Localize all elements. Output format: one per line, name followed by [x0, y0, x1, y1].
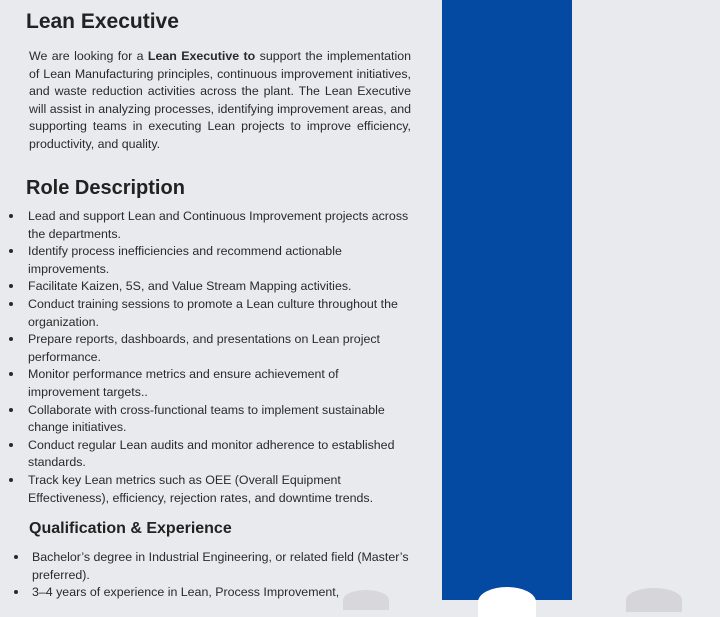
- job-intro-paragraph: [29, 48, 411, 154]
- list-item: [9, 331, 409, 366]
- bullet-icon: [9, 284, 13, 288]
- list-item: [9, 472, 409, 507]
- list-item: [9, 437, 409, 472]
- list-item-text: Track key Lean metrics such as OEE (Overall Equipment Effectiveness), efficiency, rejection rates, and downtime trends.: [28, 472, 374, 505]
- list-item-text: Facilitate Kaizen, 5S, and Value Stream Mapping activities.: [28, 279, 352, 294]
- qualification-list: [14, 549, 414, 602]
- bullet-icon: [9, 408, 13, 412]
- list-item: [9, 278, 409, 296]
- bullet-icon: [9, 302, 13, 306]
- job-title: Lean Executive: [26, 10, 179, 33]
- list-item: [9, 366, 409, 401]
- list-item-text: Identify process inefficiencies and recommend actionable improvements.: [28, 244, 342, 276]
- list-item-text: Lead and support Lean and Continuous Improvement projects across the departments.: [28, 209, 409, 241]
- bullet-icon: [9, 478, 13, 482]
- intro-text-start: We are looking for a: [29, 49, 148, 63]
- list-item-text: 3–4 years of experience in Lean, Process Improvement,: [32, 585, 340, 600]
- list-item-text: Conduct training sessions to promote a Lean culture throughout the organization.: [28, 296, 398, 329]
- list-item-text: Conduct regular Lean audits and monitor adherence to established standards.: [28, 437, 395, 470]
- bullet-icon: [14, 590, 18, 594]
- bullet-icon: [9, 372, 13, 376]
- bullet-icon: [9, 337, 13, 341]
- intro-text-rest: support the implementation of Lean Manufacturing principles, continuous improvement initiatives, and waste reduction activities across the plant. The Lean Executive will assist in analyzing processes, identifying improvement areas, and supporting teams in executing Lean projects to improve efficiency, productivity, and quality.: [29, 49, 412, 151]
- intro-text-bold: Lean Executive to: [147, 49, 256, 63]
- list-item: [14, 584, 414, 602]
- list-item: [9, 402, 409, 437]
- blue-accent-bar: [442, 0, 572, 600]
- list-item-text: Prepare reports, dashboards, and presentations on Lean project performance.: [28, 332, 380, 364]
- bullet-icon: [14, 555, 18, 559]
- qualification-heading: Qualification & Experience: [29, 520, 232, 537]
- list-item: [9, 208, 409, 243]
- bullet-icon: [9, 249, 13, 253]
- role-description-heading: Role Description: [26, 177, 185, 199]
- decorative-shape: [626, 588, 682, 612]
- decorative-shape: [478, 587, 536, 617]
- bullet-icon: [9, 214, 13, 218]
- list-item-text: Bachelor’s degree in Industrial Engineering, or related field (Master’s preferred).: [32, 550, 409, 582]
- list-item-text: Collaborate with cross-functional teams to implement sustainable change initiatives.: [28, 402, 385, 435]
- bullet-icon: [9, 443, 13, 447]
- list-item: [14, 549, 414, 584]
- role-description-list: [9, 208, 409, 507]
- list-item: [9, 296, 409, 331]
- list-item-text: Monitor performance metrics and ensure achievement of improvement targets..: [28, 367, 339, 399]
- list-item: [9, 243, 409, 278]
